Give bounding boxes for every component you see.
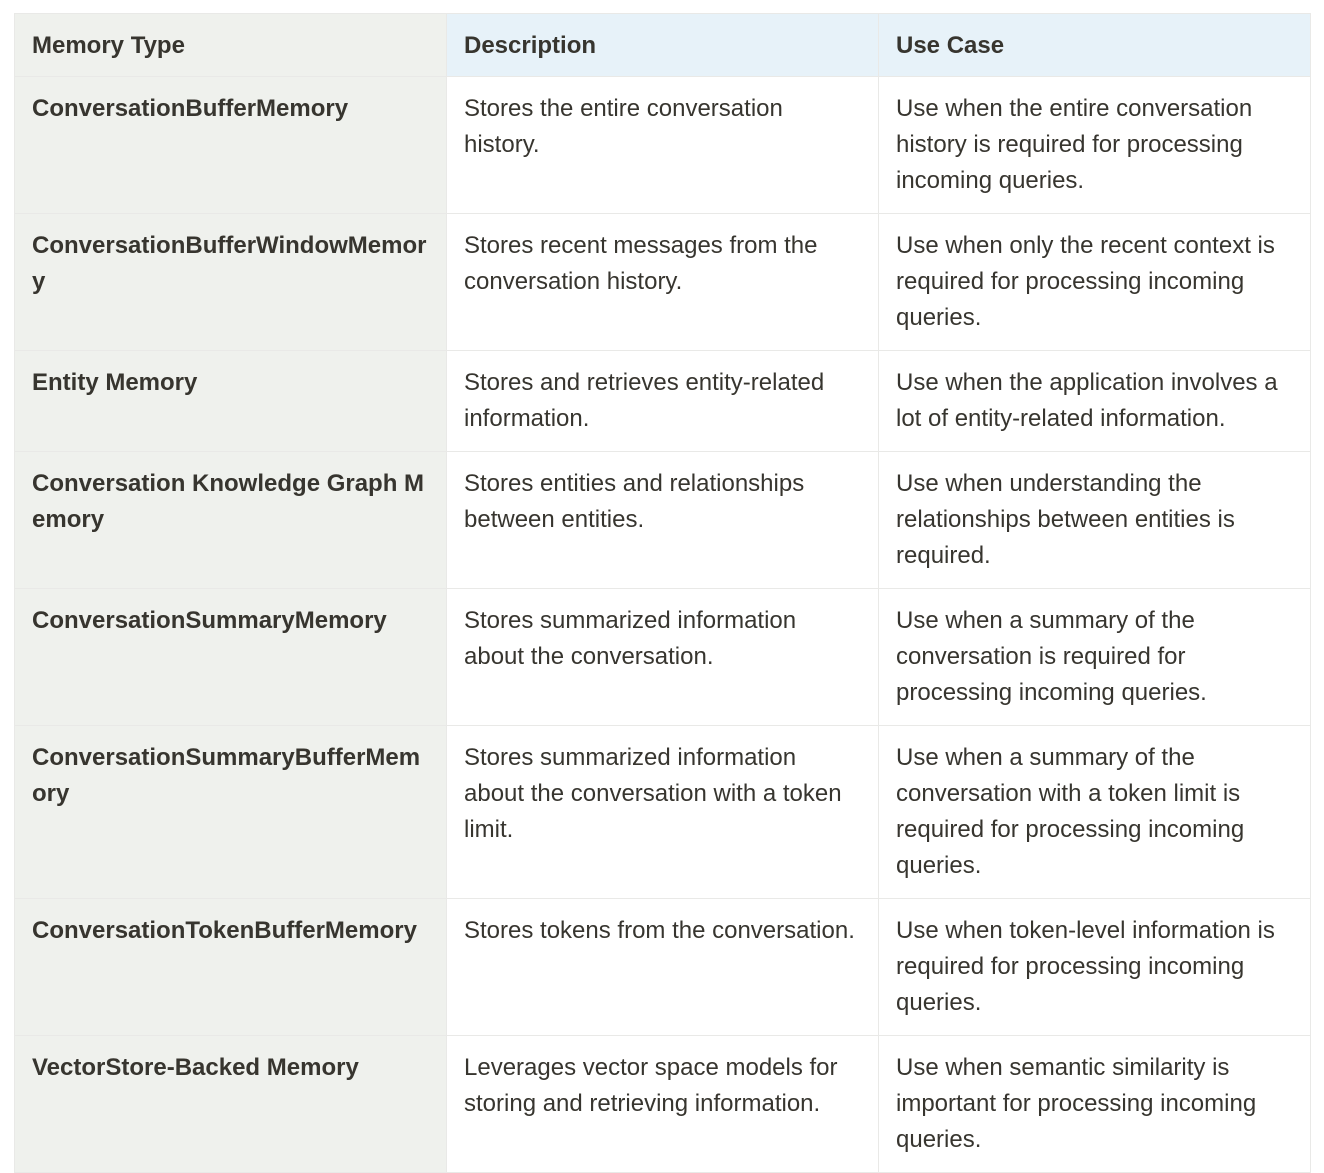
table-row	[15, 452, 1311, 589]
table-row	[15, 214, 1311, 351]
memory-types-table	[14, 13, 1311, 1173]
cell-description: Stores recent messages from the conversation history.	[447, 214, 879, 351]
cell-memory-type: ConversationBufferWindowMemory	[15, 214, 447, 351]
cell-description: Stores and retrieves entity-related information.	[447, 351, 879, 452]
cell-use-case: Use when a summary of the conversation is required for processing incoming queries.	[879, 589, 1311, 726]
cell-memory-type: ConversationSummaryBufferMemory	[15, 726, 447, 899]
table-row	[15, 726, 1311, 899]
cell-memory-type: ConversationSummaryMemory	[15, 589, 447, 726]
cell-memory-type: ConversationBufferMemory	[15, 77, 447, 214]
cell-description: Stores entities and relationships between entities.	[447, 452, 879, 589]
table-row	[15, 351, 1311, 452]
table-row	[15, 899, 1311, 1036]
cell-description: Leverages vector space models for storing and retrieving information.	[447, 1036, 879, 1173]
cell-use-case: Use when semantic similarity is important for processing incoming queries.	[879, 1036, 1311, 1173]
cell-description: Stores summarized information about the conversation with a token limit.	[447, 726, 879, 899]
cell-description: Stores summarized information about the conversation.	[447, 589, 879, 726]
header-use-case: Use Case	[879, 14, 1311, 77]
cell-use-case: Use when token-level information is required for processing incoming queries.	[879, 899, 1311, 1036]
cell-use-case: Use when the entire conversation history is required for processing incoming queries.	[879, 77, 1311, 214]
cell-description: Stores tokens from the conversation.	[447, 899, 879, 1036]
table-row	[15, 1036, 1311, 1173]
header-description: Description	[447, 14, 879, 77]
table-header-row	[15, 14, 1311, 77]
header-memory-type: Memory Type	[15, 14, 447, 77]
table-row	[15, 77, 1311, 214]
cell-memory-type: Conversation Knowledge Graph Memory	[15, 452, 447, 589]
cell-use-case: Use when the application involves a lot of entity-related information.	[879, 351, 1311, 452]
cell-use-case: Use when only the recent context is required for processing incoming queries.	[879, 214, 1311, 351]
table-row	[15, 589, 1311, 726]
cell-use-case: Use when a summary of the conversation with a token limit is required for processing incoming queries.	[879, 726, 1311, 899]
cell-memory-type: Entity Memory	[15, 351, 447, 452]
cell-description: Stores the entire conversation history.	[447, 77, 879, 214]
cell-use-case: Use when understanding the relationships between entities is required.	[879, 452, 1311, 589]
memory-types-table-container	[14, 13, 1310, 1173]
cell-memory-type: ConversationTokenBufferMemory	[15, 899, 447, 1036]
cell-memory-type: VectorStore-Backed Memory	[15, 1036, 447, 1173]
